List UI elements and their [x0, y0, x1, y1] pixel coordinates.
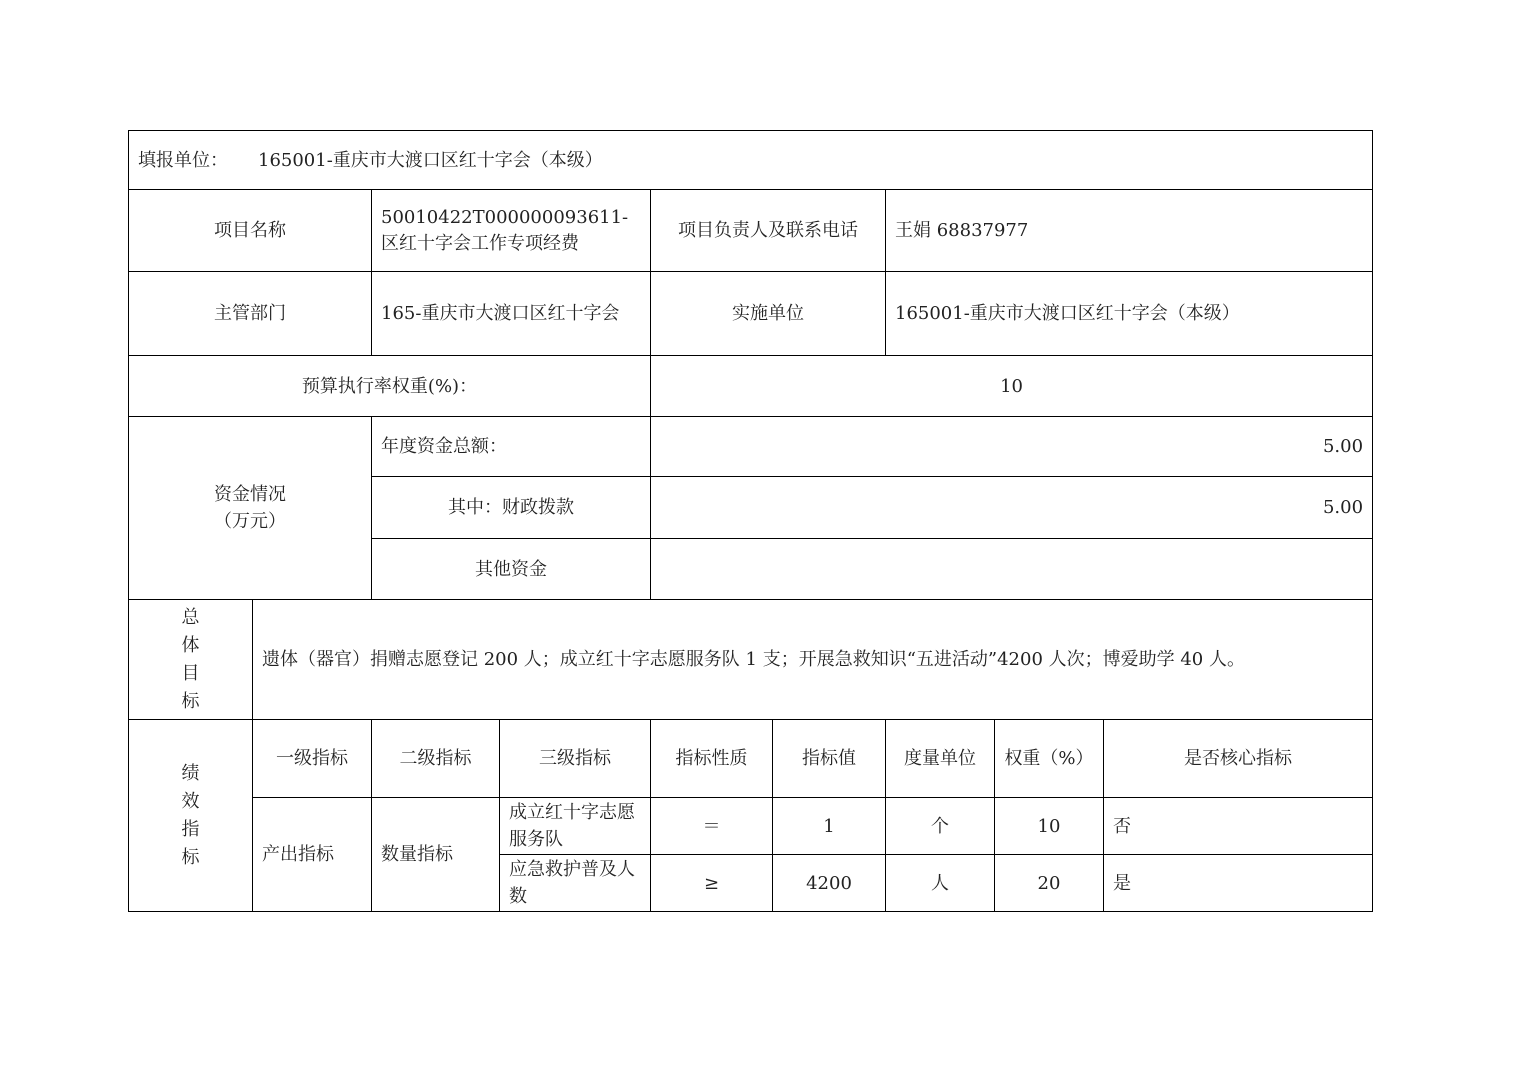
budget-rate-label: 预算执行率权重(%)： — [129, 356, 651, 417]
funds-fiscal-label: 其中：财政拨款 — [372, 477, 651, 539]
goal-label-char: 目 — [181, 662, 200, 684]
budget-rate-value: 10 — [651, 356, 1373, 417]
project-name-value: 50010422T000000093611-区红十字会工作专项经费 — [372, 190, 651, 272]
header-weight: 权重（%） — [995, 720, 1104, 798]
reporting-unit-cell — [129, 131, 1373, 190]
level2-cell: 数量指标 — [372, 798, 500, 912]
reporting-unit-label: 填报单位： — [138, 149, 228, 171]
value-cell: 1 — [773, 798, 886, 855]
header-unit: 度量单位 — [886, 720, 995, 798]
goal-label-char: 总 — [181, 606, 200, 628]
indicators-label-char: 绩 — [181, 762, 200, 784]
funds-total-row — [129, 417, 1373, 477]
funds-fiscal-value: 5.00 — [651, 477, 1373, 539]
header-level2: 二级指标 — [372, 720, 500, 798]
goal-text: 遗体（器官）捐赠志愿登记 200 人；成立红十字志愿服务队 1 支；开展急救知识“五进活动”4200 人次；博爱助学 40 人。 — [253, 600, 1373, 720]
funds-other-label: 其他资金 — [372, 539, 651, 600]
funds-label-line1: 资金情况 — [214, 484, 286, 505]
funds-label-line2: （万元） — [214, 511, 286, 532]
funds-total-value: 5.00 — [651, 417, 1373, 477]
goal-label-char: 体 — [181, 634, 200, 656]
budget-rate-row — [129, 356, 1373, 417]
funds-total-label: 年度资金总额： — [372, 417, 651, 477]
performance-table — [128, 130, 1373, 912]
core-cell: 是 — [1104, 855, 1373, 912]
header-level1: 一级指标 — [253, 720, 372, 798]
value-cell: 4200 — [773, 855, 886, 912]
indicators-label-char: 效 — [181, 790, 200, 812]
indicators-label — [129, 720, 253, 912]
header-nature: 指标性质 — [651, 720, 773, 798]
funds-label — [129, 417, 372, 600]
nature-cell: ≥ — [651, 855, 773, 912]
goal-label — [129, 600, 253, 720]
header-value: 指标值 — [773, 720, 886, 798]
indicator-header-row — [129, 720, 1373, 798]
core-cell: 否 — [1104, 798, 1373, 855]
contact-label: 项目负责人及联系电话 — [651, 190, 886, 272]
funds-other-value — [651, 539, 1373, 600]
contact-value: 王娟 68837977 — [886, 190, 1373, 272]
reporting-unit-value: 165001-重庆市大渡口区红十字会（本级） — [258, 149, 603, 171]
unit-cell: 人 — [886, 855, 995, 912]
table-row — [129, 798, 1373, 855]
header-row — [129, 131, 1373, 190]
weight-cell: 10 — [995, 798, 1104, 855]
header-core: 是否核心指标 — [1104, 720, 1373, 798]
weight-cell: 20 — [995, 855, 1104, 912]
nature-cell: ＝ — [651, 798, 773, 855]
level3-cell: 应急救护普及人数 — [500, 855, 651, 912]
indicators-label-char: 标 — [181, 846, 200, 868]
level1-cell: 产出指标 — [253, 798, 372, 912]
level3-cell: 成立红十字志愿服务队 — [500, 798, 651, 855]
goal-label-char: 标 — [181, 690, 200, 712]
project-name-label: 项目名称 — [129, 190, 372, 272]
impl-unit-value: 165001-重庆市大渡口区红十字会（本级） — [886, 272, 1373, 356]
indicators-label-char: 指 — [181, 818, 200, 840]
dept-row — [129, 272, 1373, 356]
header-level3: 三级指标 — [500, 720, 651, 798]
goal-row — [129, 600, 1373, 720]
dept-label: 主管部门 — [129, 272, 372, 356]
dept-value: 165-重庆市大渡口区红十字会 — [372, 272, 651, 356]
project-row — [129, 190, 1373, 272]
impl-unit-label: 实施单位 — [651, 272, 886, 356]
unit-cell: 个 — [886, 798, 995, 855]
